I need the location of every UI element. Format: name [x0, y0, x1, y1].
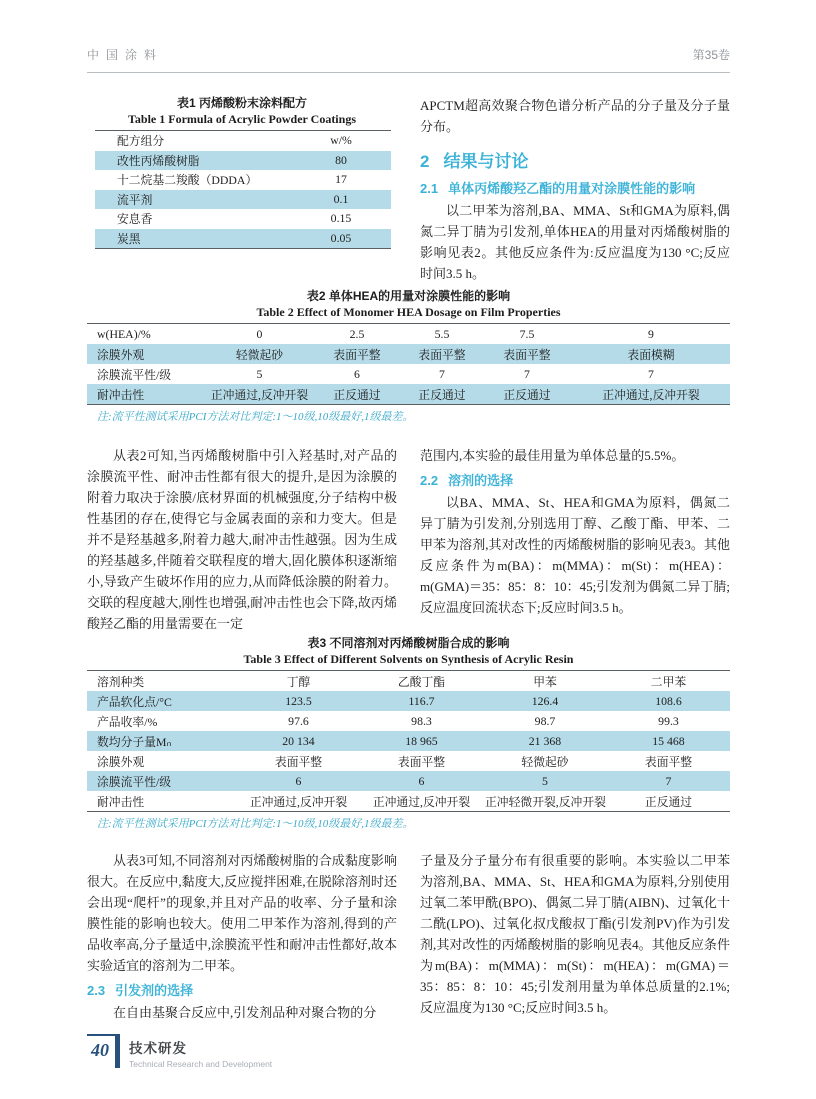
footer-section-zh: 技术研发	[129, 1041, 187, 1056]
section-2-1-number: 2.1	[420, 181, 439, 196]
table-row	[87, 671, 730, 692]
section-2-1-heading	[420, 178, 730, 197]
middle-row	[87, 445, 730, 634]
table-cell: 7.5	[519, 326, 535, 341]
table-row	[87, 344, 730, 364]
table-cell: 乙酸丁酯	[397, 674, 446, 689]
page-number: 40	[91, 1040, 109, 1060]
table3-block	[87, 635, 730, 831]
table-cell: 98.3	[411, 713, 432, 728]
section-2-2-heading	[420, 470, 730, 489]
table3-caption-zh: 表3 不同溶剂对丙烯酸树脂合成的影响	[307, 636, 510, 650]
table-cell: 改性丙烯酸树脂	[95, 151, 291, 171]
section-2-1-paragraph: 以二甲苯为溶剂,BA、MMA、St和GMA为原料,偶氮二异丁腈为引发剂,单体HEA的用量对丙烯酸树脂的影响见表2。其他反应条件为:反应温度为130 °C;反应时间3.5 h。	[420, 203, 730, 281]
carryover-paragraph: APCTM超高效聚合物色谱分析产品的分子量及分子量分布。	[420, 98, 730, 134]
table-cell: 表面平整	[312, 344, 402, 364]
table-cell: 126.4	[483, 691, 607, 711]
table-row	[95, 229, 391, 249]
table1	[95, 130, 391, 249]
table-cell: 正反通过	[402, 384, 482, 405]
table-cell: 7	[439, 366, 445, 381]
table-row	[87, 711, 730, 731]
table3	[87, 670, 730, 812]
table-cell: 正冲通过,反冲开裂	[572, 384, 730, 405]
table-cell: 正反通过	[644, 794, 693, 809]
table-cell: 正反通过	[312, 384, 402, 405]
table-cell: 2.5	[349, 326, 365, 341]
table-row	[87, 384, 730, 405]
table-cell: 正冲通过,反冲开裂	[372, 794, 471, 809]
table3-caption-en: Table 3 Effect of Different Solvents on Synthesis of Acrylic Resin	[243, 652, 574, 666]
table-cell: 7	[524, 366, 530, 381]
table-cell: 0.1	[291, 190, 391, 210]
section-2-2-paragraph: 以BA、MMA、St、HEA和GMA为原料，偶氮二异丁腈为引发剂,分别选用丁醇、乙酸丁酯、甲苯、二甲苯为溶剂,其对改性的丙烯酸树脂的影响见表3。其他反应条件为m(BA)：m(MMA)：m(St)：m(HEA)：m(GMA)＝35：85：8：10：45;引发剂为偶氮二异丁腈;反应温度回流状态下;反应时间3.5 h。	[420, 495, 730, 615]
table-cell: 正冲通过,反冲开裂	[249, 794, 348, 809]
footer-section-en: Technical Research and Development	[129, 1059, 273, 1069]
carryover-sentence: 范围内,本实验的最佳用量为单体总量的5.5%。	[420, 448, 685, 463]
table-cell: 表面平整	[397, 754, 446, 769]
table-cell: 正冲通过,反冲开裂	[207, 384, 312, 405]
intro-column	[420, 95, 730, 284]
table1-block	[87, 95, 397, 284]
table-cell: 0	[256, 326, 263, 341]
table-row	[95, 190, 391, 210]
section-2-3-heading	[87, 980, 397, 999]
section-2-heading	[420, 147, 730, 172]
table-cell: 表面平整	[402, 344, 482, 364]
table-cell: 0.15	[330, 211, 352, 226]
table2-caption-en: Table 2 Effect of Monomer HEA Dosage on Film Properties	[256, 305, 561, 319]
table-cell: 耐冲击性	[97, 794, 145, 809]
table-cell: 6	[237, 771, 360, 791]
table-cell: 涂膜流平性/级	[97, 367, 172, 382]
section-2-3-number: 2.3	[87, 983, 106, 998]
table-cell: 十二烷基二羧酸（DDDA）	[117, 173, 258, 188]
table-cell: 涂膜外观	[97, 754, 145, 769]
table-cell: 5	[483, 771, 607, 791]
table-cell: 7	[648, 366, 654, 381]
middle-right-column	[420, 445, 730, 634]
section-2-title: 结果与讨论	[443, 152, 529, 171]
volume-label: 第35卷	[692, 48, 730, 62]
table-cell: 9	[648, 326, 654, 341]
top-row	[87, 95, 730, 284]
table-cell: 涂膜外观	[87, 344, 207, 364]
page-number-box	[87, 1034, 115, 1061]
footer-section-block	[129, 1034, 272, 1069]
table-cell: 116.7	[360, 691, 483, 711]
table-cell: 表面模糊	[572, 344, 730, 364]
table-cell: 15 468	[607, 731, 730, 751]
table-row	[95, 131, 391, 151]
footer-divider-bar	[115, 1034, 120, 1068]
table1-caption-en: Table 1 Formula of Acrylic Powder Coatings	[128, 112, 356, 126]
table-cell: 流平剂	[95, 190, 291, 210]
section-2-2-number: 2.2	[420, 473, 439, 488]
table2-note: 注:流平性测试采用PCI方法对比判定:1～10级,10级最好,1级最差。	[97, 411, 414, 423]
table-cell: 7	[607, 771, 730, 791]
table-cell: 20 134	[237, 731, 360, 751]
table2-caption-zh: 表2 单体HEA的用量对涂膜性能的影响	[306, 289, 511, 303]
table-cell: 21 368	[483, 731, 607, 751]
table-cell: 产品软化点/°C	[87, 691, 237, 711]
table-cell: 97.6	[288, 713, 309, 728]
table-cell: 表面平整	[644, 754, 693, 769]
middle-left-column	[87, 445, 397, 634]
page-footer	[87, 1034, 272, 1069]
table-cell: 表面平整	[274, 754, 323, 769]
table-cell: 涂膜流平性/级	[87, 771, 237, 791]
running-header	[87, 46, 730, 73]
table-cell: 99.3	[658, 713, 679, 728]
table-cell: 123.5	[237, 691, 360, 711]
table-row	[87, 771, 730, 791]
table1-caption-zh: 表1 丙烯酸粉末涂料配方	[176, 96, 307, 110]
table-cell: 80	[291, 151, 391, 171]
table-cell: 正反通过	[482, 384, 572, 405]
table-cell: 炭黑	[95, 229, 291, 249]
table-cell: 溶剂种类	[97, 674, 145, 689]
section-2-3-title: 引发剂的选择	[115, 983, 194, 998]
table-cell: 表面平整	[482, 344, 572, 364]
table-cell: 5.5	[434, 326, 450, 341]
table-cell: 耐冲击性	[87, 384, 207, 405]
table-cell: 5	[256, 366, 263, 381]
table-cell: 6	[360, 771, 483, 791]
table-cell: 安息香	[117, 212, 153, 227]
table-row	[87, 791, 730, 812]
section-2-number: 2	[420, 152, 430, 171]
table-row	[95, 170, 391, 190]
section-2-1-title: 单体丙烯酸羟乙酯的用量对涂膜性能的影响	[448, 181, 696, 196]
table-cell: 数均分子量Mₙ	[87, 731, 237, 751]
table-cell: 98.7	[534, 713, 556, 728]
table-row	[87, 364, 730, 384]
table-row	[95, 209, 391, 229]
table-row	[87, 731, 730, 751]
initiator-paragraph: 子量及分子量分布有很重要的影响。本实验以二甲苯为溶剂,BA、MMA、St、HEA和GMA为原料,分别使用过氧二苯甲酰(BPO)、偶氮二异丁腈(AIBN)、过氧化十二酰(LPO)、过氧化叔戊酸叔丁酯(引发剂PV)作为引发剂,其对改性的丙烯酸树脂的影响见表4。其他反应条件为m(BA)：m(MMA)：m(St)：m(HEA)：m(GMA)＝35：85：8：10：45;引发剂用量为单体总质量的2.1%;反应温度为130 °C;反应时间3.5 h。	[420, 853, 730, 1015]
table-row	[87, 691, 730, 711]
section-2-2-title: 溶剂的选择	[448, 473, 514, 488]
table-cell: 丁醇	[286, 674, 311, 689]
table-cell: 轻微起砂	[521, 754, 569, 769]
table2	[87, 323, 730, 405]
section-2-3-paragraph: 在自由基聚合反应中,引发剂品种对聚合物的分	[113, 1005, 377, 1020]
bottom-row	[87, 850, 730, 1023]
table-cell: w(HEA)/%	[97, 326, 151, 341]
table-cell: 6	[354, 366, 360, 381]
table-cell: 配方组分	[117, 134, 165, 149]
table-cell: 甲苯	[533, 674, 557, 689]
table-row	[95, 151, 391, 171]
bottom-left-column	[87, 850, 397, 1023]
discussion-paragraph: 从表2可知,当丙烯酸树脂中引入羟基时,对产品的涂膜流平性、耐冲击性都有很大的提升,是因为涂膜的附着力取决于涂膜/底材界面的机械强度,分子结构中极性基团的存在,使得它与金属表面的亲和力变大。但是并不是羟基越多,附着力越大,耐冲击性越强。因为生成的羟基越多,伴随着交联程度的增大,固化膜体积逐渐缩小,导致产生破坏作用的应力,从而降低涂膜的附着力。交联的程度越大,刚性也增强,耐冲击性也会下降,故丙烯酸羟乙酯的用量需要在一定	[87, 448, 397, 631]
table-cell: 二甲苯	[650, 674, 687, 689]
table-cell: 正冲轻微开裂,反冲开裂	[485, 794, 606, 809]
table-cell: 0.05	[291, 229, 391, 249]
table-row	[87, 751, 730, 771]
table-cell: 108.6	[607, 691, 730, 711]
table2-block	[87, 288, 730, 424]
table-cell: 18 965	[360, 731, 483, 751]
journal-name: 中国涂料	[87, 48, 164, 62]
table-cell: 产品收率/%	[97, 714, 158, 729]
table-cell: w/%	[330, 133, 352, 148]
solvent-discussion-paragraph: 从表3可知,不同溶剂对丙烯酸树脂的合成黏度影响很大。在反应中,黏度大,反应搅拌困难,在脱除溶剂时还会出现“爬杆”的现象,并且对产品的收率、分子量和涂膜性能的影响也较大。使用二甲苯作为溶剂,得到的产品收率高,分子量适中,涂膜流平性和耐冲击性都好,故本实验适宜的溶剂为二甲苯。	[87, 853, 397, 973]
table-row	[87, 324, 730, 345]
table3-note: 注:流平性测试采用PCI方法对比判定:1～10级,10级最好,1级最差。	[97, 818, 414, 830]
bottom-right-column	[420, 850, 730, 1023]
table-cell: 轻微起砂	[207, 344, 312, 364]
table-cell: 17	[335, 172, 347, 187]
